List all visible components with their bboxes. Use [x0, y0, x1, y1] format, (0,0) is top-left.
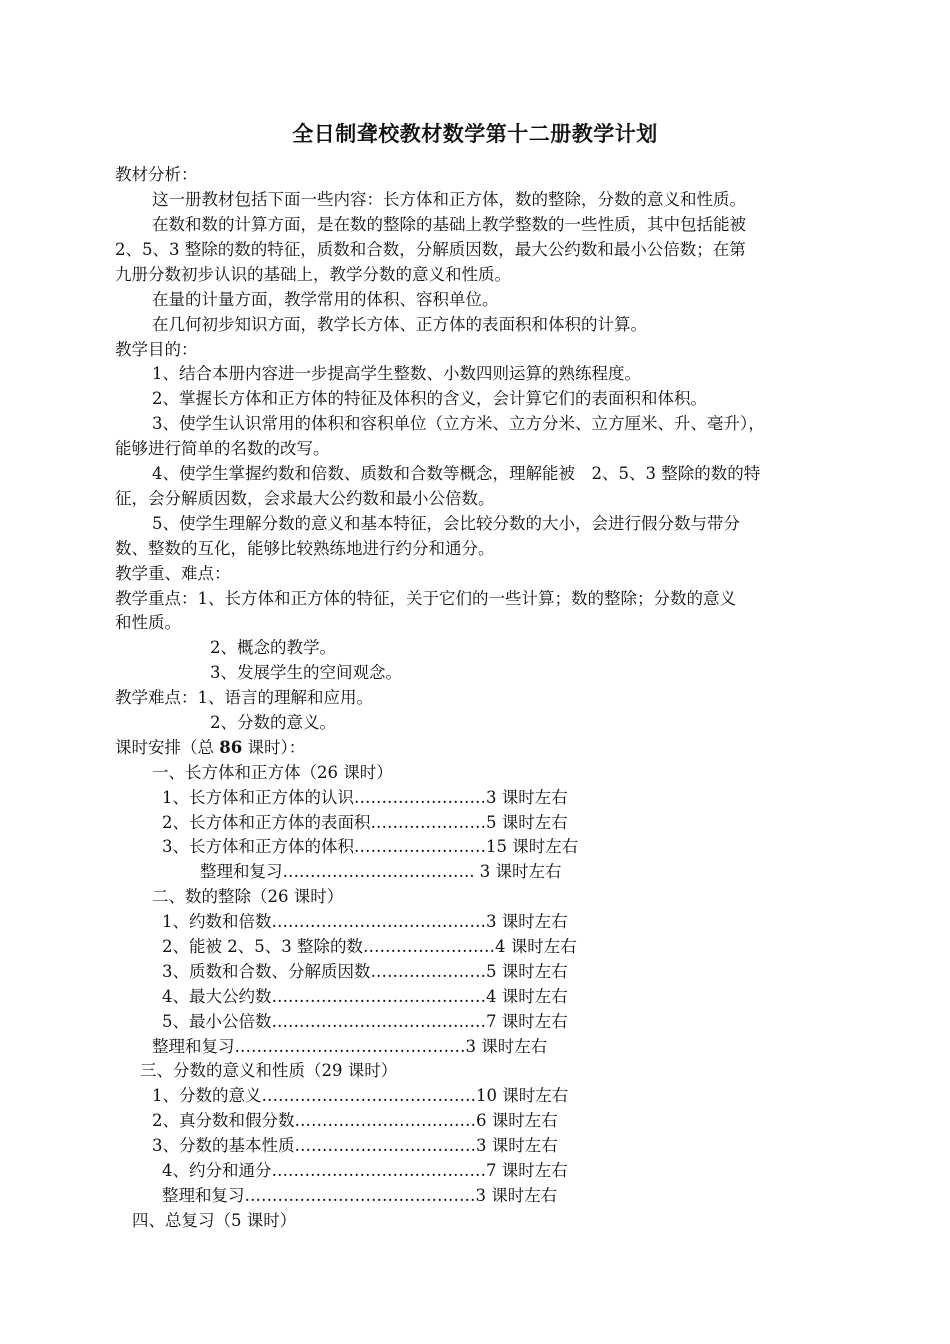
- schedule-item: 2、真分数和假分数……………………………6 课时左右: [152, 1111, 558, 1130]
- paragraph-line: 在数和数的计算方面，是在数的整除的基础上教学整数的一些性质，其中包括能被: [152, 215, 746, 234]
- section-heading-goals: 教学目的：: [115, 340, 198, 359]
- unit-heading: 一、长方体和正方体（26 课时）: [152, 763, 393, 782]
- goal-line: 征，会分解质因数，会求最大公约数和最小公倍数。: [115, 489, 495, 508]
- document-title: 全日制聋校教材数学第十二册教学计划: [292, 122, 658, 146]
- paragraph-line: 在几何初步知识方面，教学长方体、正方体的表面积和体积的计算。: [152, 315, 647, 334]
- keypoint-line: 教学重点：1、长方体和正方体的特征，关于它们的一些计算；数的整除；分数的意义: [115, 589, 736, 608]
- schedule-item: 2、长方体和正方体的表面积…………………5 课时左右: [162, 813, 568, 832]
- unit-heading: 二、数的整除（26 课时）: [152, 887, 344, 906]
- schedule-item: 1、约数和倍数…………………………………3 课时左右: [162, 912, 568, 931]
- difficulty-line: 教学难点：1、语言的理解和应用。: [115, 688, 373, 707]
- goal-line: 数、整数的互化，能够比较熟练地进行约分和通分。: [115, 539, 495, 558]
- goal-line: 2、掌握长方体和正方体的特征及体积的含义，会计算它们的表面积和体积。: [152, 389, 707, 408]
- keypoint-line: 和性质。: [115, 613, 181, 632]
- section-heading-keypoints: 教学重、难点：: [115, 564, 231, 583]
- section-heading-schedule: [115, 736, 305, 760]
- difficulty-line: 2、分数的意义。: [210, 713, 336, 732]
- schedule-item: 整理和复习…………………………….. 3 课时左右: [200, 862, 562, 881]
- paragraph-line: 2、5、3 整除的数的特征，质数和合数，分解质因数，最大公约数和最小公倍数；在第: [115, 240, 746, 259]
- goal-line: 能够进行简单的名数的改写。: [115, 439, 330, 458]
- schedule-item: 整理和复习……………………………………3 课时左右: [152, 1037, 548, 1056]
- goal-line: 3、使学生认识常用的体积和容积单位（立方米、立方分米、立方厘米、升、毫升），: [152, 414, 765, 433]
- paragraph-line: 九册分数初步认识的基础上，教学分数的意义和性质。: [115, 265, 511, 284]
- keypoint-line: 3、发展学生的空间观念。: [210, 663, 402, 682]
- goal-line: 5、使学生理解分数的意义和基本特征，会比较分数的大小，会进行假分数与带分: [152, 514, 740, 533]
- schedule-item: 3、分数的基本性质……………………………3 课时左右: [152, 1136, 558, 1155]
- schedule-item: 5、最小公倍数…………………………………7 课时左右: [162, 1012, 568, 1031]
- section-heading-analysis: 教材分析：: [115, 165, 198, 184]
- schedule-item: 3、质数和合数、分解质因数…………………5 课时左右: [162, 962, 568, 981]
- schedule-item: 1、长方体和正方体的认识……………………3 课时左右: [162, 788, 568, 807]
- schedule-item: 4、约分和通分…………………………………7 课时左右: [162, 1161, 568, 1180]
- goal-line: 1、结合本册内容进一步提高学生整数、小数四则运算的熟练程度。: [152, 364, 641, 383]
- unit-heading: 四、总复习（5 课时）: [132, 1211, 297, 1230]
- paragraph-line: 这一册教材包括下面一些内容：长方体和正方体，数的整除，分数的意义和性质。: [152, 190, 746, 209]
- schedule-item: 1、分数的意义…………………………………10 课时左右: [152, 1086, 569, 1105]
- schedule-item: 2、能被 2、5、3 整除的数……………………4 课时左右: [162, 937, 577, 956]
- total-hours: 86: [219, 738, 243, 757]
- schedule-item: 整理和复习……………………………………3 课时左右: [162, 1186, 558, 1205]
- keypoint-line: 2、概念的教学。: [210, 638, 336, 657]
- schedule-heading-prefix: 课时安排（总: [115, 738, 220, 757]
- schedule-item: 3、长方体和正方体的体积……………………15 课时左右: [162, 837, 579, 856]
- schedule-item: 4、最大公约数…………………………………4 课时左右: [162, 987, 568, 1006]
- unit-heading: 三、分数的意义和性质（29 课时）: [140, 1061, 398, 1080]
- paragraph-line: 在量的计量方面，教学常用的体积、容积单位。: [152, 290, 499, 309]
- goal-line: 4、使学生掌握约数和倍数、质数和合数等概念，理解能被 2、5、3 整除的数的特: [152, 464, 761, 483]
- schedule-heading-suffix: 课时）：: [242, 738, 306, 757]
